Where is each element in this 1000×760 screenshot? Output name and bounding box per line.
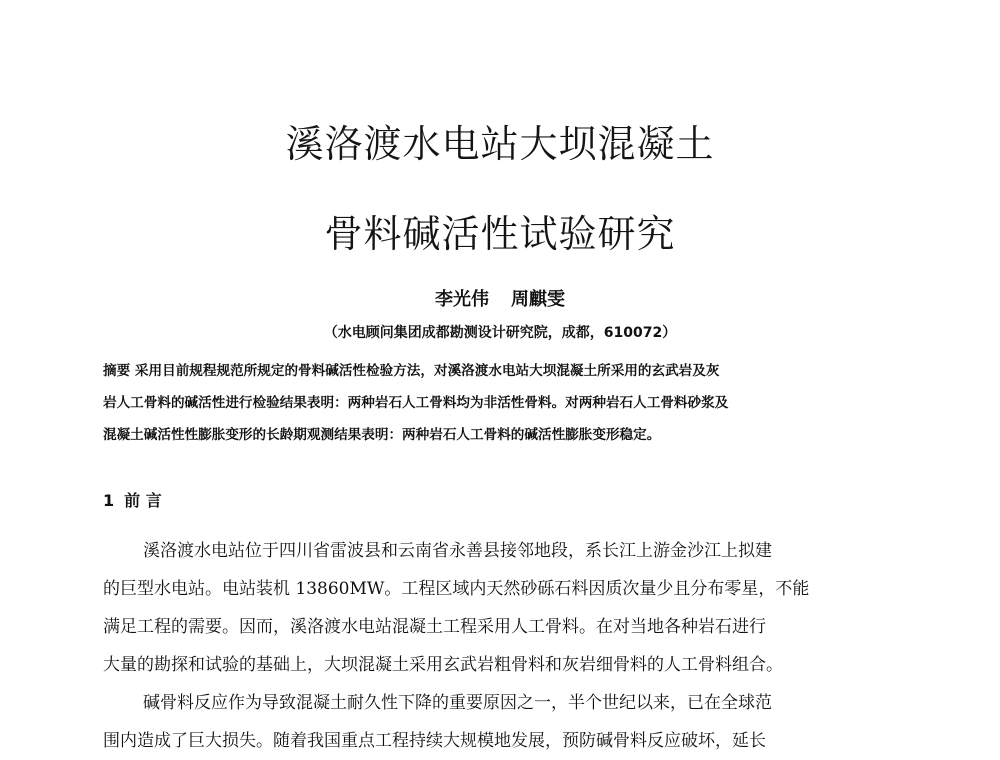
paragraph-line: 围内造成了巨大损失。随着我国重点工程持续大规模地发展，预防碱骨料反应破坏，延长 — [103, 731, 766, 751]
abstract-line — [103, 355, 903, 387]
paragraph-line: 的巨型水电站。电站装机 13860MW。工程区域内天然砂砾石料因质次量少且分布零星，不能 — [103, 579, 810, 599]
paragraph-line: 满足工程的需要。因而，溪洛渡水电站混凝土工程采用人工骨料。在对当地各种岩石进行 — [103, 617, 766, 637]
section-number: 1 — [103, 491, 115, 510]
abstract-line: 混凝土碱活性性膨胀变形的长龄期观测结果表明：两种岩石人工骨料的碱活性膨胀变形稳定。 — [103, 427, 661, 443]
abstract — [103, 355, 903, 451]
paper-title-line-1: 溪洛渡水电站大坝混凝土 — [285, 122, 715, 166]
section-title: 前 言 — [124, 491, 162, 510]
body-text — [103, 532, 903, 760]
paragraph-line: 溪洛渡水电站位于四川省雷波县和云南省永善县接邻地段，系长江上游金沙江上拟建 — [143, 541, 772, 561]
author-list — [0, 285, 1000, 311]
abstract-text: 采用目前规程规范所规定的骨料碱活性检验方法，对溪洛渡水电站大坝混凝土所采用的玄武岩及灰 — [134, 363, 720, 379]
author-name: 周麒雯 — [511, 289, 565, 310]
abstract-label: 摘要 — [103, 363, 131, 379]
author-name: 李光伟 — [435, 289, 489, 310]
paragraph-line: 碱骨料反应作为导致混凝土耐久性下降的重要原因之一，半个世纪以来，已在全球范 — [143, 693, 772, 713]
abstract-line: 岩人工骨料的碱活性进行检验结果表明：两种岩石人工骨料均为非活性骨料。对两种岩石人工骨料砂浆及 — [103, 395, 729, 411]
paper-title-line-2: 骨料碱活性试验研究 — [324, 212, 676, 256]
affiliation: （水电顾问集团成都勘测设计研究院，成都，610072） — [323, 325, 677, 341]
section-heading — [103, 488, 162, 511]
paragraph-line: 大量的勘探和试验的基础上，大坝混凝土采用玄武岩粗骨料和灰岩细骨料的人工骨料组合。 — [103, 655, 783, 675]
